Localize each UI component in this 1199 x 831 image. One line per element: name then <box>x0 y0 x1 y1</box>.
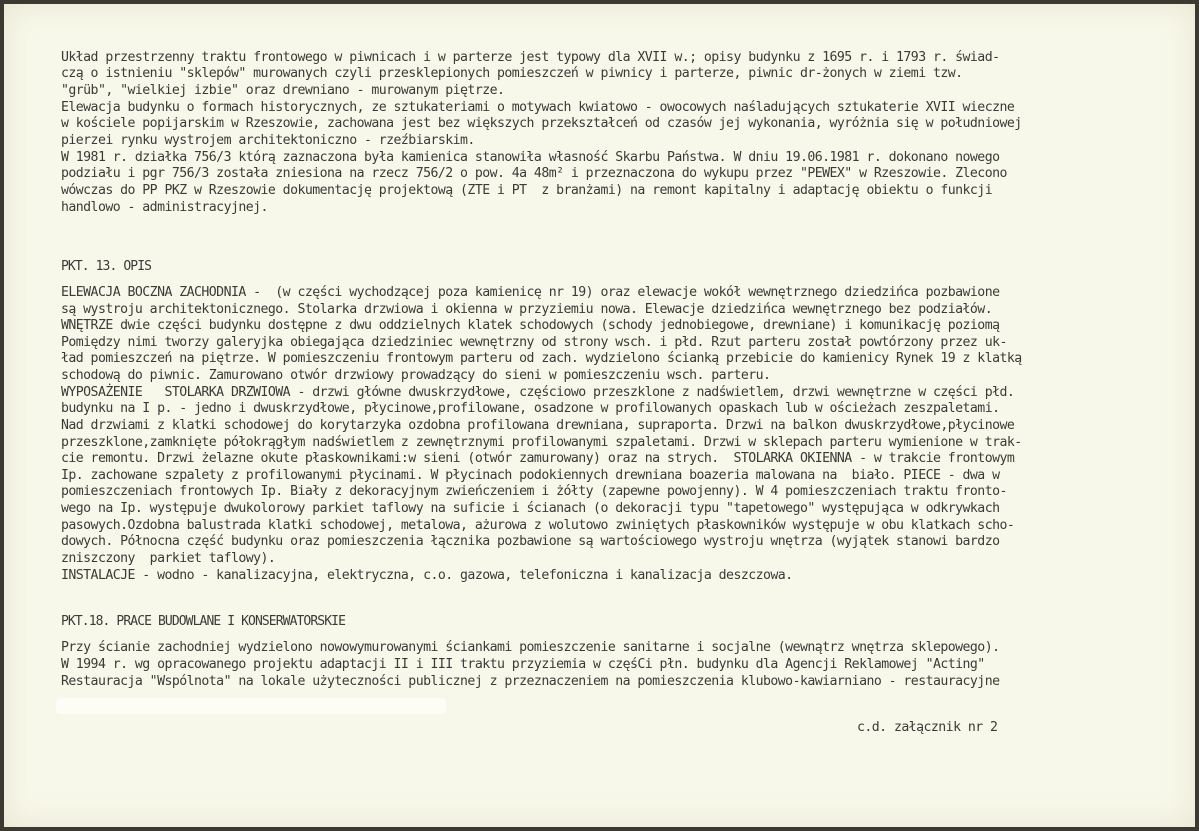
section-13-line: są wystroju architektonicznego. Stolarka drzwiowa i okienna w przyziemiu nowa. Elewacje dziedzińca wewnętrznego bez podziałów. <box>61 302 993 317</box>
intro-line: w kościele popijarskim w Rzeszowie, zachowana jest bez większych przekształceń od czasów jej wykonania, wyróżnia się w południowej <box>61 116 1022 131</box>
section-13-line: pomieszczeniach frontowych Ip. Biały z dekoracyjnym zwieńczeniem i żółty (zapewne powojenny). W 4 pomieszczeniach traktu fronto- <box>61 484 1007 499</box>
section-13-line: zniszczony parkiet taflowy). <box>61 551 276 566</box>
continuation-note: c.d. załącznik nr 2 <box>857 720 998 735</box>
intro-line: handlowo - administracyjnej. <box>61 200 268 215</box>
section-13-line: schodową do piwnic. Zamurowano otwór drzwiowy prowadzący do sieni w pomieszczeniu wsch. parteru. <box>61 368 771 383</box>
section-13-line: budynku na I p. - jedno i dwuskrzydłowe, płycinowe,profilowane, osadzone w profilowanych opaskach lub w ościeżach zeszpaletami. <box>61 401 1000 416</box>
section-13-line: WYPOSAŻENIE STOLARKA DRZWIOWA - drzwi główne dwuskrzydłowe, częściowo przeszklone z nadświetlem, drzwi wewnętrzne w części płd. <box>61 385 1015 400</box>
intro-line: wówczas do PP PKZ w Rzeszowie dokumentację projektową (ZTE i PT z branżami) na remont kapitalny i adaptację obiektu o funkcji <box>61 183 993 198</box>
section-13-line: wego na Ip. występuje dwukolorowy parkiet taflowy na suficie i ścianach (o dekoracji typu "tapetowego" występująca w odkrywkach <box>61 501 1000 516</box>
section-18-line: W 1994 r. wg opracowanego projektu adaptacji II i III traktu przyziemia w częśCi płn. budynku dla Agencji Reklamowej "Acting" <box>61 657 985 672</box>
intro-line: "grüb", "wielkiej izbie" oraz drewniano - murowanym piętrze. <box>61 83 505 98</box>
correction-fluid-mark <box>56 698 446 714</box>
intro-line: Układ przestrzenny traktu frontowego w piwnicach i w parterze jest typowy dla XVII w.; opisy budynku z 1695 r. i 1793 r. świad- <box>61 50 1000 65</box>
section-13-line: ELEWACJA BOCZNA ZACHODNIA - (w części wychodzącej poza kamienicę nr 19) oraz elewacje wokół wewnętrznego dziedzińca pozbawione <box>61 285 1000 300</box>
intro-line: W 1981 r. działka 756/3 którą zaznaczona była kamienica stanowiła własność Skarbu Państwa. W dniu 19.06.1981 r. dokonano nowego <box>61 150 1000 165</box>
section-13-line: Ip. zachowane szpalety z profilowanymi płycinami. W płycinach podokiennych drewniana boazeria malowana na biało. PIECE - dwa w <box>61 468 1000 483</box>
section-13-line: przeszklone,zamknięte półokrągłym nadświetlem z zewnętrznymi profilowanymi szpaletami. Drzwi w sklepach parteru wymienione w trak- <box>61 435 1022 450</box>
section-13-line: Nad drzwiami z klatki schodowej do korytarzyka ozdobna profilowana drewniana, supraporta. Drzwi na balkon dwuskrzydłowe,płycinowe <box>61 418 1015 433</box>
section-13-line: Pomiędzy nimi tworzy galeryjka obiegająca dziedziniec wewnętrzny od strony wsch. i płd. Rzut parteru został powtórzony przez uk- <box>61 335 1007 350</box>
intro-line: pierzei rynku wystrojem architektoniczno - rzeźbiarskim. <box>61 133 475 148</box>
intro-line: czą o istnieniu "sklepów" murowanych czyli przesklepionych pomieszczeń w piwnicy i parterze, piwnic dr-żonych w ziemi tzw. <box>61 66 963 81</box>
intro-line: Elewacja budynku o formach historycznych, ze sztukateriami o motywach kwiatowo - owocowych naśladujących sztukaterie XVII wieczne <box>61 100 1015 115</box>
section-13-line: ład pomieszczeń na piętrze. W pomieszczeniu frontowym parteru od zach. wydzielono ścianką przebicie do kamienicy Rynek 19 z klatką <box>61 351 1022 366</box>
section-13-line: dowych. Północna część budynku oraz pomieszczenia łącznika pozbawione są wartościowego wystroju wnętrza (wyjątek stanowi bardzo <box>61 534 1000 549</box>
section-13-line: WNĘTRZE dwie części budynku dostępne z dwu oddzielnych klatek schodowych (schody jednobiegowe, drewniane) i komunikację poziomą <box>61 318 1000 333</box>
section-18-line: Przy ścianie zachodniej wydzielono nowowymurowanymi ściankami pomieszczenie sanitarne i socjalne (wewnątrz wnętrza sklepowego). <box>61 640 1000 655</box>
section-18-heading: PKT.18. PRACE BUDOWLANE I KONSERWATORSKIE <box>61 614 345 629</box>
intro-line: podziału i pgr 756/3 została zniesiona na rzecz 756/2 o pow. 4a 48m² i przeznaczona do wykupu przez "PEWEX" w Rzeszowie. Zlecono <box>61 166 1007 181</box>
section-13-line: pasowych.Ozdobna balustrada klatki schodowej, metalowa, ażurowa z wolutowo zwiniętych płaskowników występuje w obu klatkach scho- <box>61 518 1015 533</box>
section-13-heading: PKT. 13. OPIS <box>61 259 152 274</box>
document-page <box>4 4 1195 827</box>
section-13-line: cie remontu. Drzwi żelazne okute płaskownikami:w sieni (otwór zamurowany) oraz na strych. STOLARKA OKIENNA - w trakcie frontowym <box>61 451 1015 466</box>
section-13-line: INSTALACJE - wodno - kanalizacyjna, elektryczna, c.o. gazowa, telefoniczna i kanalizacja deszczowa. <box>61 568 793 583</box>
section-18-line: Restauracja "Wspólnota" na lokale użyteczności publicznej z przeznaczeniem na pomieszczenia klubowo-kawiarniano - restauracyjne <box>61 674 1000 689</box>
